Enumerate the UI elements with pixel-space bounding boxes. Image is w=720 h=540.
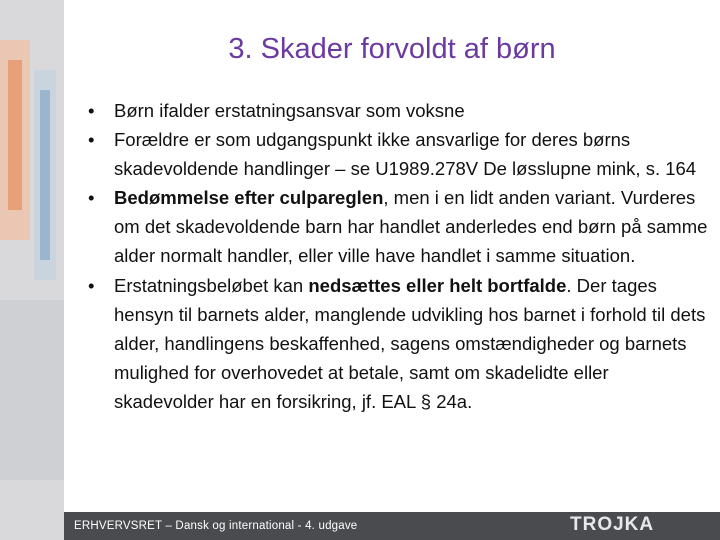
bullet-list [84, 96, 709, 416]
bullet-text: . Der tages hensyn til barnets alder, manglende udvikling hos barnet i forhold til dets alder, handlingens beskaffenhed, sagens omstændigheder og barnets mulighed for overhovedet at betale, samt om skadelidte eller skadevolder har en forsikring, jf. EAL § 24a. [114, 274, 706, 412]
bullet-item [84, 125, 709, 183]
bullet-item [84, 183, 709, 270]
bullet-bold-text: Bedømmelse efter culpareglen [114, 187, 384, 209]
decorative-side-strip [0, 0, 64, 540]
bullet-bold-text: nedsættes eller helt bortfalde [308, 274, 567, 296]
slide-title: 3. Skader forvoldt af børn [228, 33, 556, 65]
bullet-text: Forældre er som udgangspunkt ikke ansvarlige for deres børns skadevoldende handlinger – se U1989.278V De løsslupne mink, s. 164 [114, 129, 697, 180]
bullet-text: Børn ifalder erstatningsansvar som voksne [114, 100, 465, 121]
footer-text: ERHVERVSRET – Dansk og international - 4. udgave [74, 520, 358, 532]
bullet-item [84, 271, 709, 416]
bullet-item [84, 96, 709, 125]
bullet-text: Erstatningsbeløbet kan [114, 274, 309, 296]
trojka-logo: TROJKA [570, 514, 655, 535]
bullet-text: , men i en lidt anden variant. Vurderes om det skadevoldende barn har handlet anderledes end børn på samme alder normalt handler, eller ville have handlet i samme situation. [114, 187, 708, 267]
